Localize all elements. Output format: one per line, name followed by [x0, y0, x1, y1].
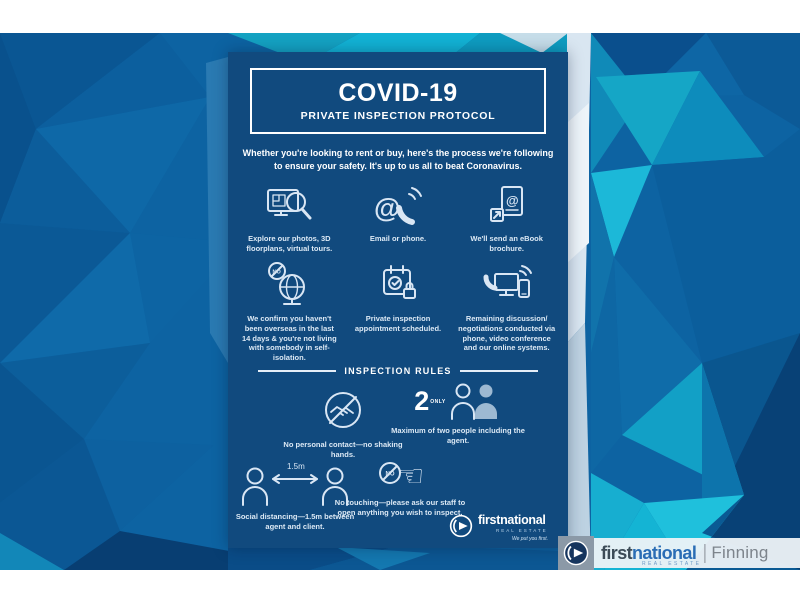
two-people-icon	[414, 382, 501, 420]
inspection-rules-heading	[258, 366, 538, 376]
no-touching-icon	[376, 460, 425, 492]
process-steps-grid	[240, 184, 556, 363]
email-phone-icon	[372, 184, 424, 228]
svg-text:@: @	[373, 193, 401, 223]
poster-logo-brand	[478, 514, 546, 527]
firstnational-emblem-icon	[563, 540, 589, 566]
listing-photo-area	[0, 33, 800, 570]
calendar-appointment-icon	[374, 264, 422, 308]
step-appointment	[349, 264, 448, 363]
poster-title: COVID-19	[338, 78, 458, 107]
heading-rule-line	[460, 370, 538, 372]
distance-label: 1.5m	[287, 462, 305, 471]
inspection-rules-label: INSPECTION RULES	[344, 366, 452, 376]
step-caption: Remaining discussion/ negotiations conducted via phone, video conference and our online systems.	[458, 313, 556, 353]
agency-name-area	[594, 538, 800, 568]
step-no-overseas	[240, 264, 339, 363]
covid-protocol-poster	[228, 52, 568, 548]
step-caption: We'll send an eBook brochure.	[470, 234, 543, 253]
brand-first: first	[477, 512, 501, 527]
step-email-phone	[349, 184, 448, 254]
step-explore	[240, 184, 339, 254]
rule-two-people	[383, 382, 533, 446]
firstnational-emblem-icon	[449, 514, 473, 538]
step-caption: Private inspection appointment scheduled.	[354, 313, 442, 333]
brand-separator: |	[702, 541, 708, 564]
no-label: NO	[272, 269, 282, 276]
no-label: NO	[385, 471, 395, 478]
poster-intro-text: Whether you're looking to rent or buy, here's the process we're following to ensure your safety. It's up to us all to beat Coronavirus.	[242, 148, 554, 171]
poster-subtitle: PRIVATE INSPECTION PROTOCOL	[300, 109, 496, 122]
heading-rule-line	[258, 370, 336, 372]
poster-logo-tagline: We put you first.	[511, 536, 548, 542]
poster-logo-realestate: REAL ESTATE	[495, 528, 548, 533]
remote-conference-icon	[481, 264, 533, 308]
brand-national: national	[500, 512, 546, 527]
rule-caption: No personal contact—no shaking hands.	[283, 440, 403, 459]
rule-caption: Social distancing—1.5m between agent and client.	[235, 512, 355, 531]
brand-national: national	[632, 542, 697, 563]
step-caption: Explore our photos, 3D floorplans, virtual tours.	[246, 234, 333, 253]
step-caption: Email or phone.	[369, 234, 427, 243]
step-ebook	[457, 184, 556, 254]
poster-logo-text	[478, 514, 548, 543]
agency-watermark-bar	[558, 538, 800, 568]
max-people-number: 2	[414, 385, 430, 416]
step-caption: We confirm you haven't been overseas in the last 14 days & you're not living with somebody in self-isolation.	[241, 313, 337, 363]
office-name: Finning	[711, 543, 769, 562]
pointing-hand-glyph: ☜	[397, 459, 425, 494]
svg-text:@: @	[505, 193, 519, 208]
rule-caption: Maximum of two people including the agent.	[391, 426, 525, 445]
ebook-brochure-icon	[483, 184, 531, 228]
brand-first: first	[601, 542, 633, 563]
rule-no-touching	[330, 460, 470, 518]
brand-realestate: REAL ESTATE	[642, 561, 702, 567]
step-remote-negotiation	[457, 264, 556, 363]
no-overseas-globe-icon	[265, 264, 313, 308]
only-label: ONLY	[430, 399, 446, 405]
poster-title-box	[250, 68, 546, 134]
monitor-search-icon	[265, 184, 313, 228]
no-handshake-icon	[319, 386, 367, 434]
firstnational-emblem-box	[558, 536, 594, 570]
poster-firstnational-logo	[449, 514, 548, 543]
rule-caption: No touching—please ask our staff to open anything you wish to inspect.	[334, 498, 466, 517]
